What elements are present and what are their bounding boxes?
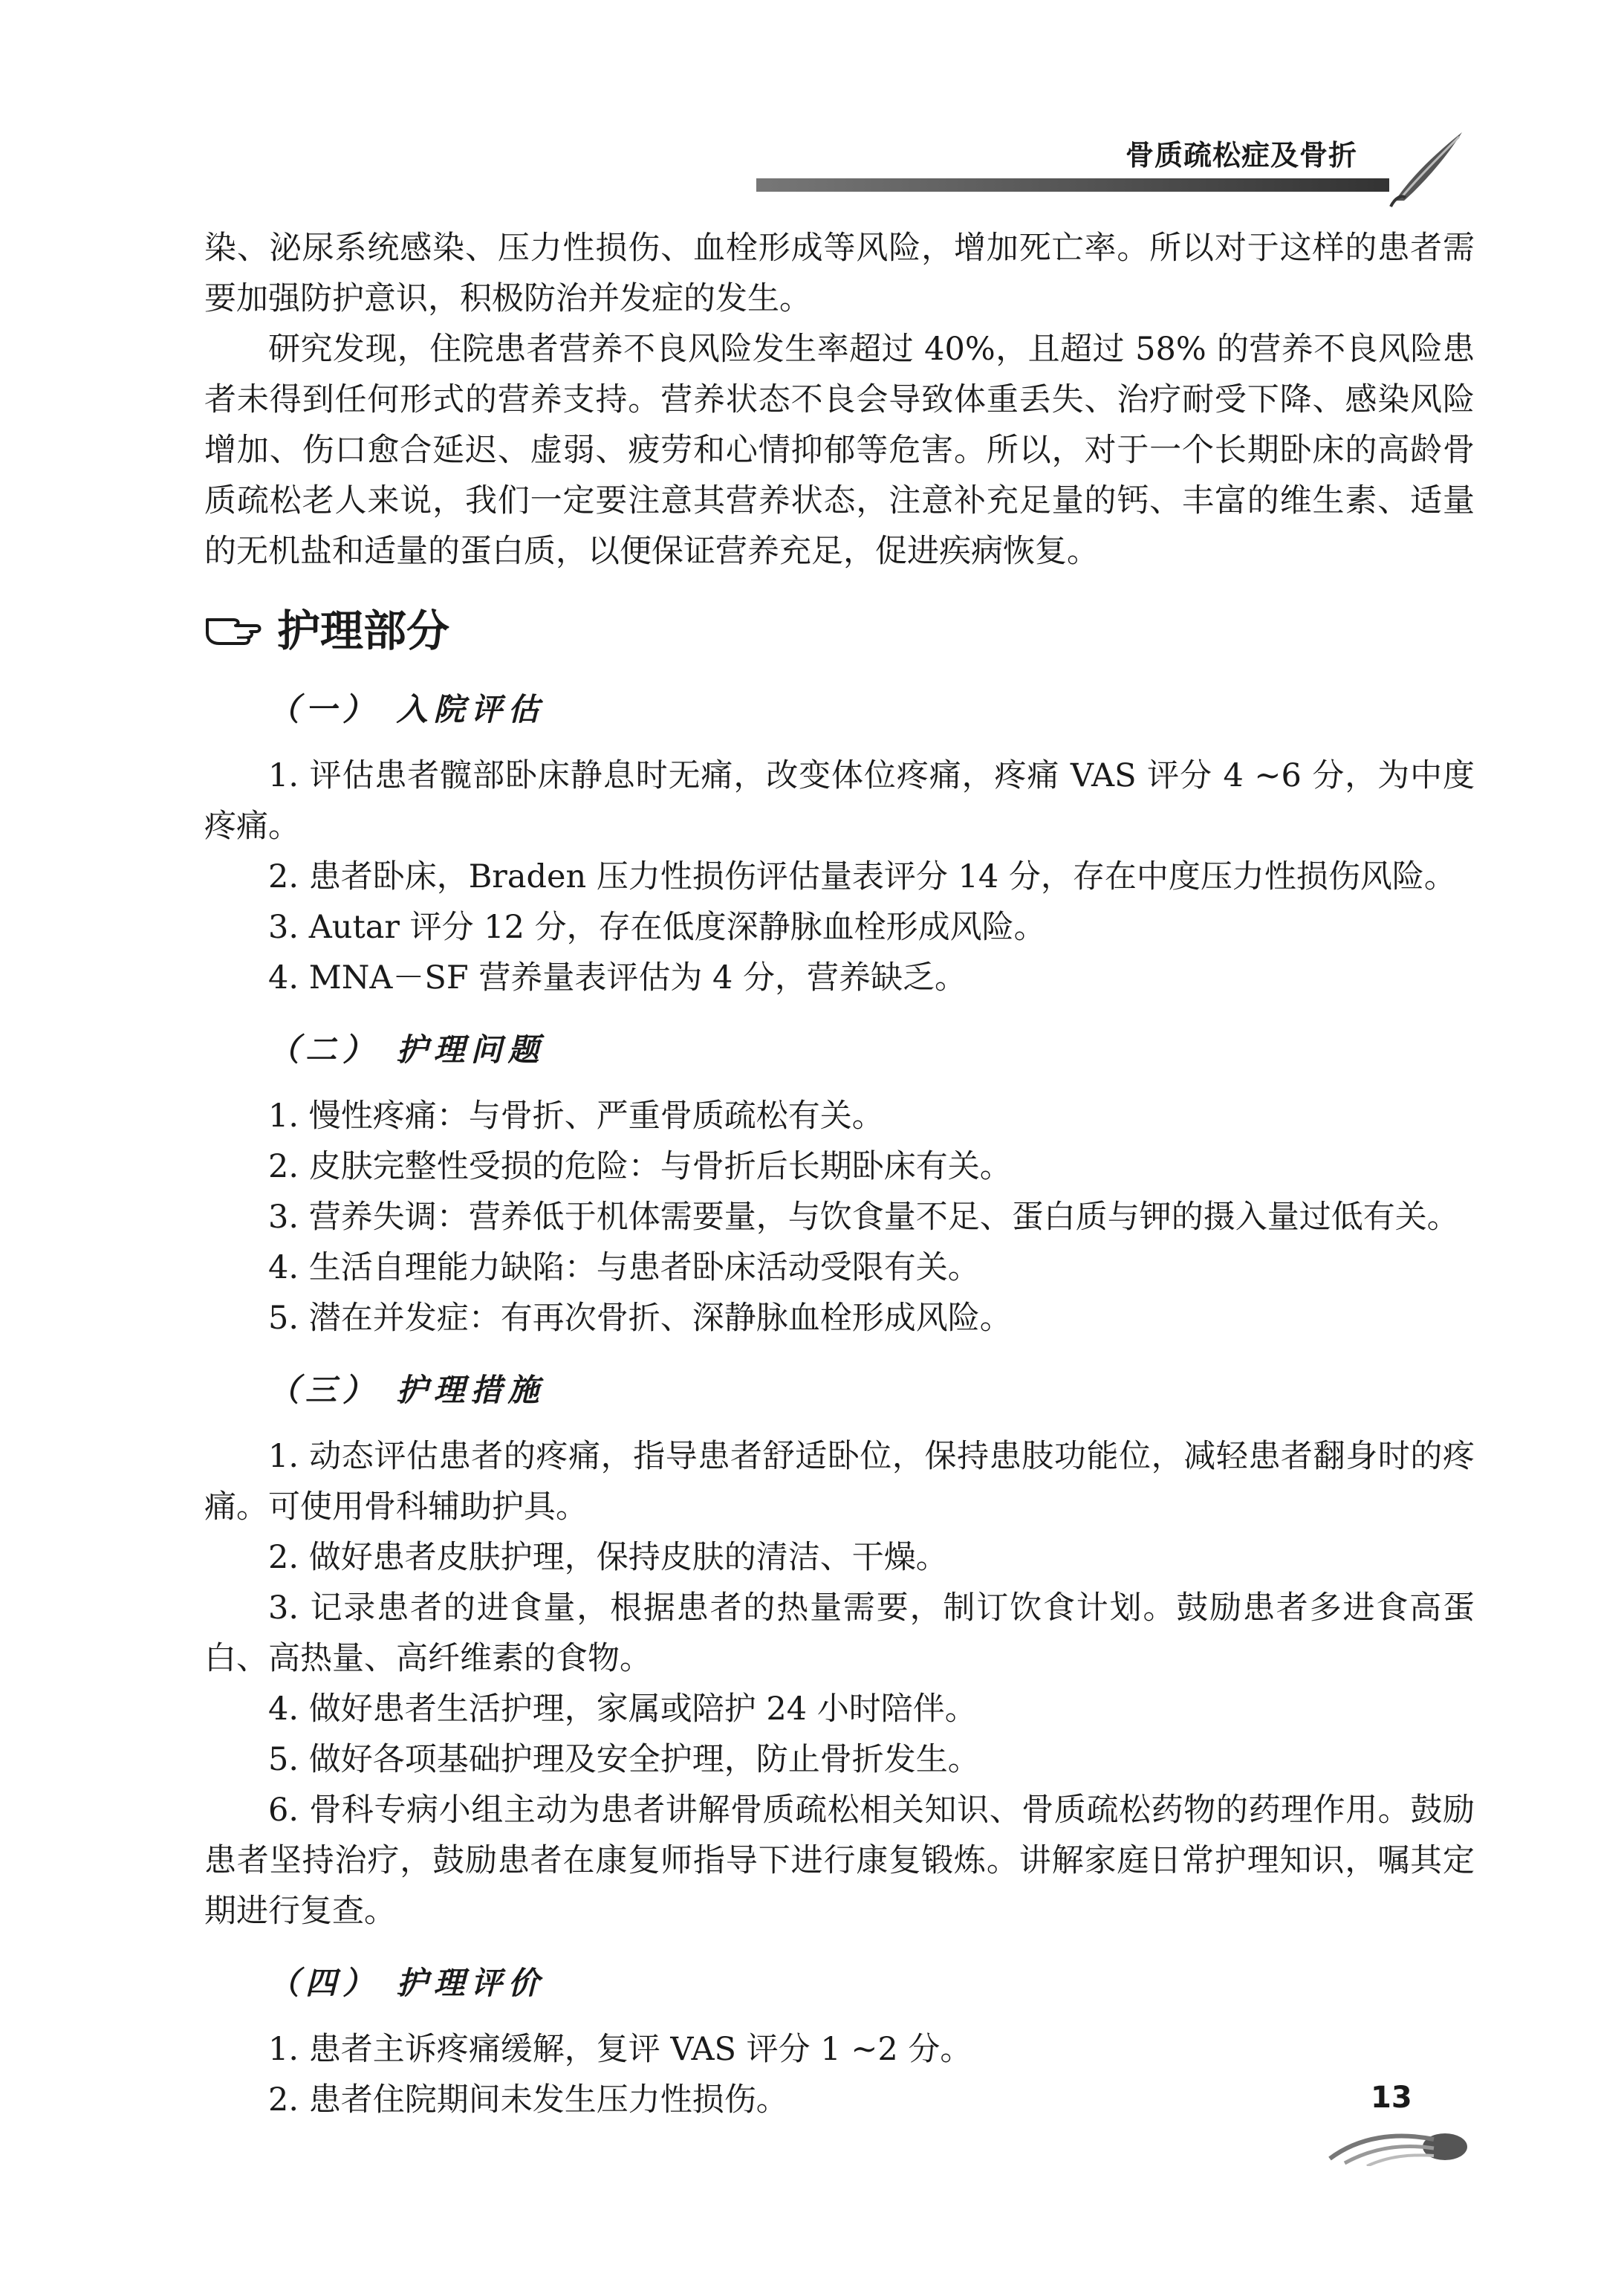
subsection-heading: （一） 入院评估 — [268, 691, 545, 727]
list-item: 6. 骨科专病小组主动为患者讲解骨质疏松相关知识、骨质疏松药物的药理作用。鼓励患者坚持治疗，鼓励患者在康复师指导下进行康复锻炼。讲解家庭日常护理知识，嘱其定期进行复查。 — [204, 1792, 1475, 1930]
section-title: 护理部分 — [277, 606, 450, 656]
header-rule — [756, 178, 1389, 192]
list-item: 1. 评估患者髋部卧床静息时无痛，改变体位疼痛，疼痛 VAS 评分 4 ~6 分，为中度疼痛。 — [204, 757, 1475, 845]
subsection-heading: （三） 护理措施 — [268, 1372, 545, 1408]
intro-paragraph-1: 染、泌尿系统感染、压力性损伤、血栓形成等风险，增加死亡率。所以对于这样的患者需要加强防护意识，积极防治并发症的发生。 — [204, 230, 1475, 317]
list-item: 2. 皮肤完整性受损的危险：与骨折后长期卧床有关。 — [268, 1148, 1012, 1185]
section-header — [204, 596, 1475, 658]
list-item: 3. Autar 评分 12 分，存在低度深静脉血栓形成风险。 — [268, 909, 1046, 946]
intro-paragraph-2: 研究发现，住院患者营养不良风险发生率超过 40%，且超过 58% 的营养不良风险患者未得到任何形式的营养支持。营养状态不良会导致体重丢失、治疗耐受下降、感染风险增加、伤口愈合延迟、虚弱、疲劳和心情抑郁等危害。所以，对于一个长期卧床的高龄骨质疏松老人来说，我们一定要注意其营养状态，注意补充足量的钙、丰富的维生素、适量的无机盐和适量的蛋白质，以便保证营养充足，促进疾病恢复。 — [204, 331, 1475, 570]
page-content — [204, 223, 1475, 2125]
subsection-heading: （四） 护理评价 — [268, 1965, 545, 2001]
list-item: 5. 潜在并发症：有再次骨折、深静脉血栓形成风险。 — [268, 1300, 1012, 1337]
page-number: 13 — [1371, 2081, 1412, 2115]
list-item: 1. 动态评估患者的疼痛，指导患者舒适卧位，保持患肢功能位，减轻患者翻身时的疼痛。可使用骨科辅助护具。 — [204, 1438, 1475, 1526]
list-item: 1. 患者主诉疼痛缓解，复评 VAS 评分 1 ~2 分。 — [268, 2031, 972, 2068]
subsection-measures — [204, 1366, 1475, 1936]
list-item: 5. 做好各项基础护理及安全护理，防止骨折发生。 — [268, 1741, 980, 1778]
list-item: 4. MNA－SF 营养量表评估为 4 分，营养缺乏。 — [268, 959, 967, 996]
brush-icon — [1388, 126, 1469, 208]
list-item: 2. 患者住院期间未发生压力性损伤。 — [268, 2081, 788, 2119]
subsection-problems — [204, 1025, 1475, 1343]
list-item: 2. 做好患者皮肤护理，保持皮肤的清洁、干燥。 — [268, 1539, 948, 1576]
list-item: 1. 慢性疼痛：与骨折、严重骨质疏松有关。 — [268, 1098, 884, 1135]
subsection-heading: （二） 护理问题 — [268, 1031, 545, 1068]
pointing-hand-icon — [204, 605, 264, 649]
list-item: 2. 患者卧床，Braden 压力性损伤评估量表评分 14 分，存在中度压力性损伤风险。 — [268, 858, 1456, 895]
list-item: 4. 做好患者生活护理，家属或陪护 24 小时陪伴。 — [268, 1691, 977, 1728]
list-item: 4. 生活自理能力缺陷：与患者卧床活动受限有关。 — [268, 1249, 980, 1286]
list-item: 3. 记录患者的进食量，根据患者的热量需要，制订饮食计划。鼓励患者多进食高蛋白、高热量、高纤维素的食物。 — [204, 1589, 1475, 1677]
running-header-title: 骨质疏松症及骨折 — [1126, 139, 1358, 172]
subsection-evaluation — [204, 1959, 1475, 2125]
list-item: 3. 营养失调：营养低于机体需要量，与饮食量不足、蛋白质与钾的摄入量过低有关。 — [268, 1199, 1459, 1236]
wave-ornament-icon — [1322, 2121, 1471, 2166]
subsection-assessment — [204, 685, 1475, 1003]
